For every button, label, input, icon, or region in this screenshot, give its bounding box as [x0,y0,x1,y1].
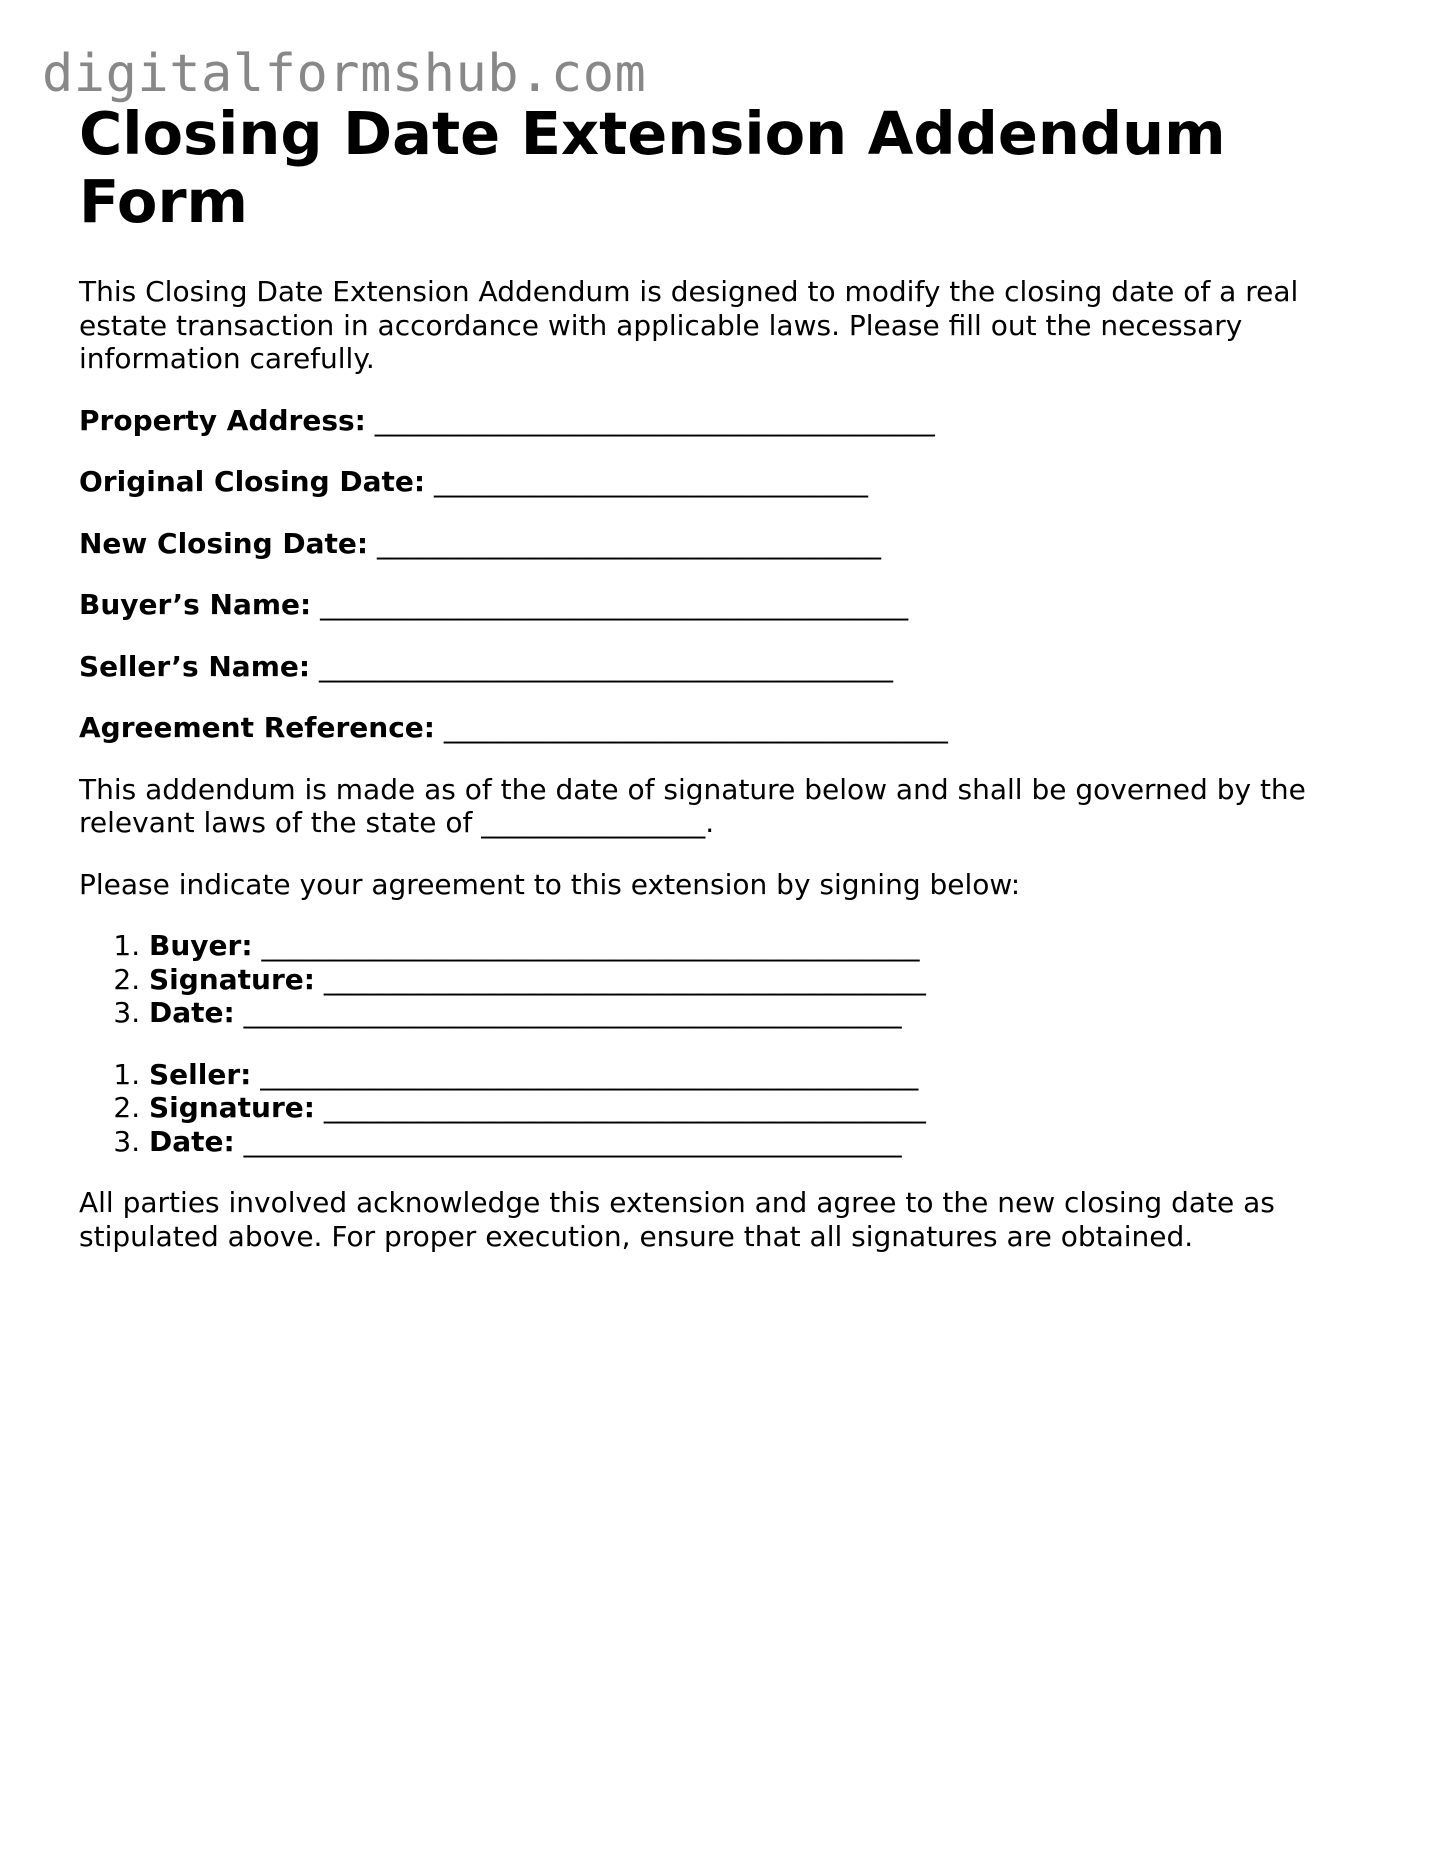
closing-paragraph: All parties involved acknowledge this extension and agree to the new closing date as stipulated above. For proper execution, ensure that all signatures are obtained. [79,1186,1275,1253]
list-item [149,963,1359,997]
seller-signature-list [79,1058,1359,1159]
fill-in-blank[interactable]: _______________________________ [434,465,869,498]
new-closing-date-field [79,527,1359,561]
property-address-field [79,404,1359,438]
list-item [149,1058,1359,1092]
fill-in-blank[interactable]: _______________________________________________ [260,1057,919,1091]
original-closing-date-field [79,465,1359,499]
list-item-label: Signature: [149,962,315,996]
page-title: Closing Date Extension Addendum Form [79,99,1226,236]
buyer-name-field [79,588,1359,622]
fill-in-blank[interactable]: _________________________________________ [318,649,893,683]
field-label: Agreement Reference: [79,711,435,744]
list-item-label: Date: [149,1124,235,1158]
list-item [149,1091,1359,1125]
list-item [149,929,1359,963]
field-label: Property Address: [79,403,366,437]
fill-in-blank[interactable]: ___________________________________________ [323,962,926,996]
field-label: Seller’s Name: [79,649,311,683]
fill-in-blank[interactable]: __________________________________________ [320,588,909,621]
field-label: Buyer’s Name: [79,588,312,621]
seller-name-field [79,650,1359,684]
field-label: Original Closing Date: [79,465,426,498]
signing-instruction: Please indicate your agreement to this extension by signing below: [79,867,1021,901]
list-item [149,1125,1359,1159]
fill-in-blank[interactable]: _______________________________________________ [261,929,920,962]
field-label: New Closing Date: [79,526,369,560]
intro-paragraph: This Closing Date Extension Addendum is designed to modify the closing date of a real estate transaction in accordance with applicable laws. Please fill out the necessary information carefully. [79,275,1299,375]
governing-law-paragraph: This addendum is made as of the date of signature below and shall be governed by the relevant laws of the state of ________________. [79,772,1306,839]
fill-in-blank[interactable]: _______________________________________________ [243,996,902,1029]
fill-in-blank[interactable]: ____________________________________ [443,711,948,744]
fill-in-blank[interactable]: ____________________________________ [377,526,882,560]
fill-in-blank[interactable]: ________________________________________ [374,403,935,437]
list-item [149,996,1359,1030]
buyer-signature-list [79,929,1359,1030]
list-item-label: Date: [149,996,235,1029]
list-item-label: Buyer: [149,929,253,962]
list-item-label: Seller: [149,1057,252,1091]
document-body [79,100,1359,1253]
agreement-reference-field [79,711,1359,745]
fill-in-blank[interactable]: _______________________________________________ [243,1124,902,1158]
watermark: digitalformshub.com [42,44,647,104]
list-item-label: Signature: [149,1091,315,1124]
fill-in-blank[interactable]: ___________________________________________ [323,1091,926,1124]
